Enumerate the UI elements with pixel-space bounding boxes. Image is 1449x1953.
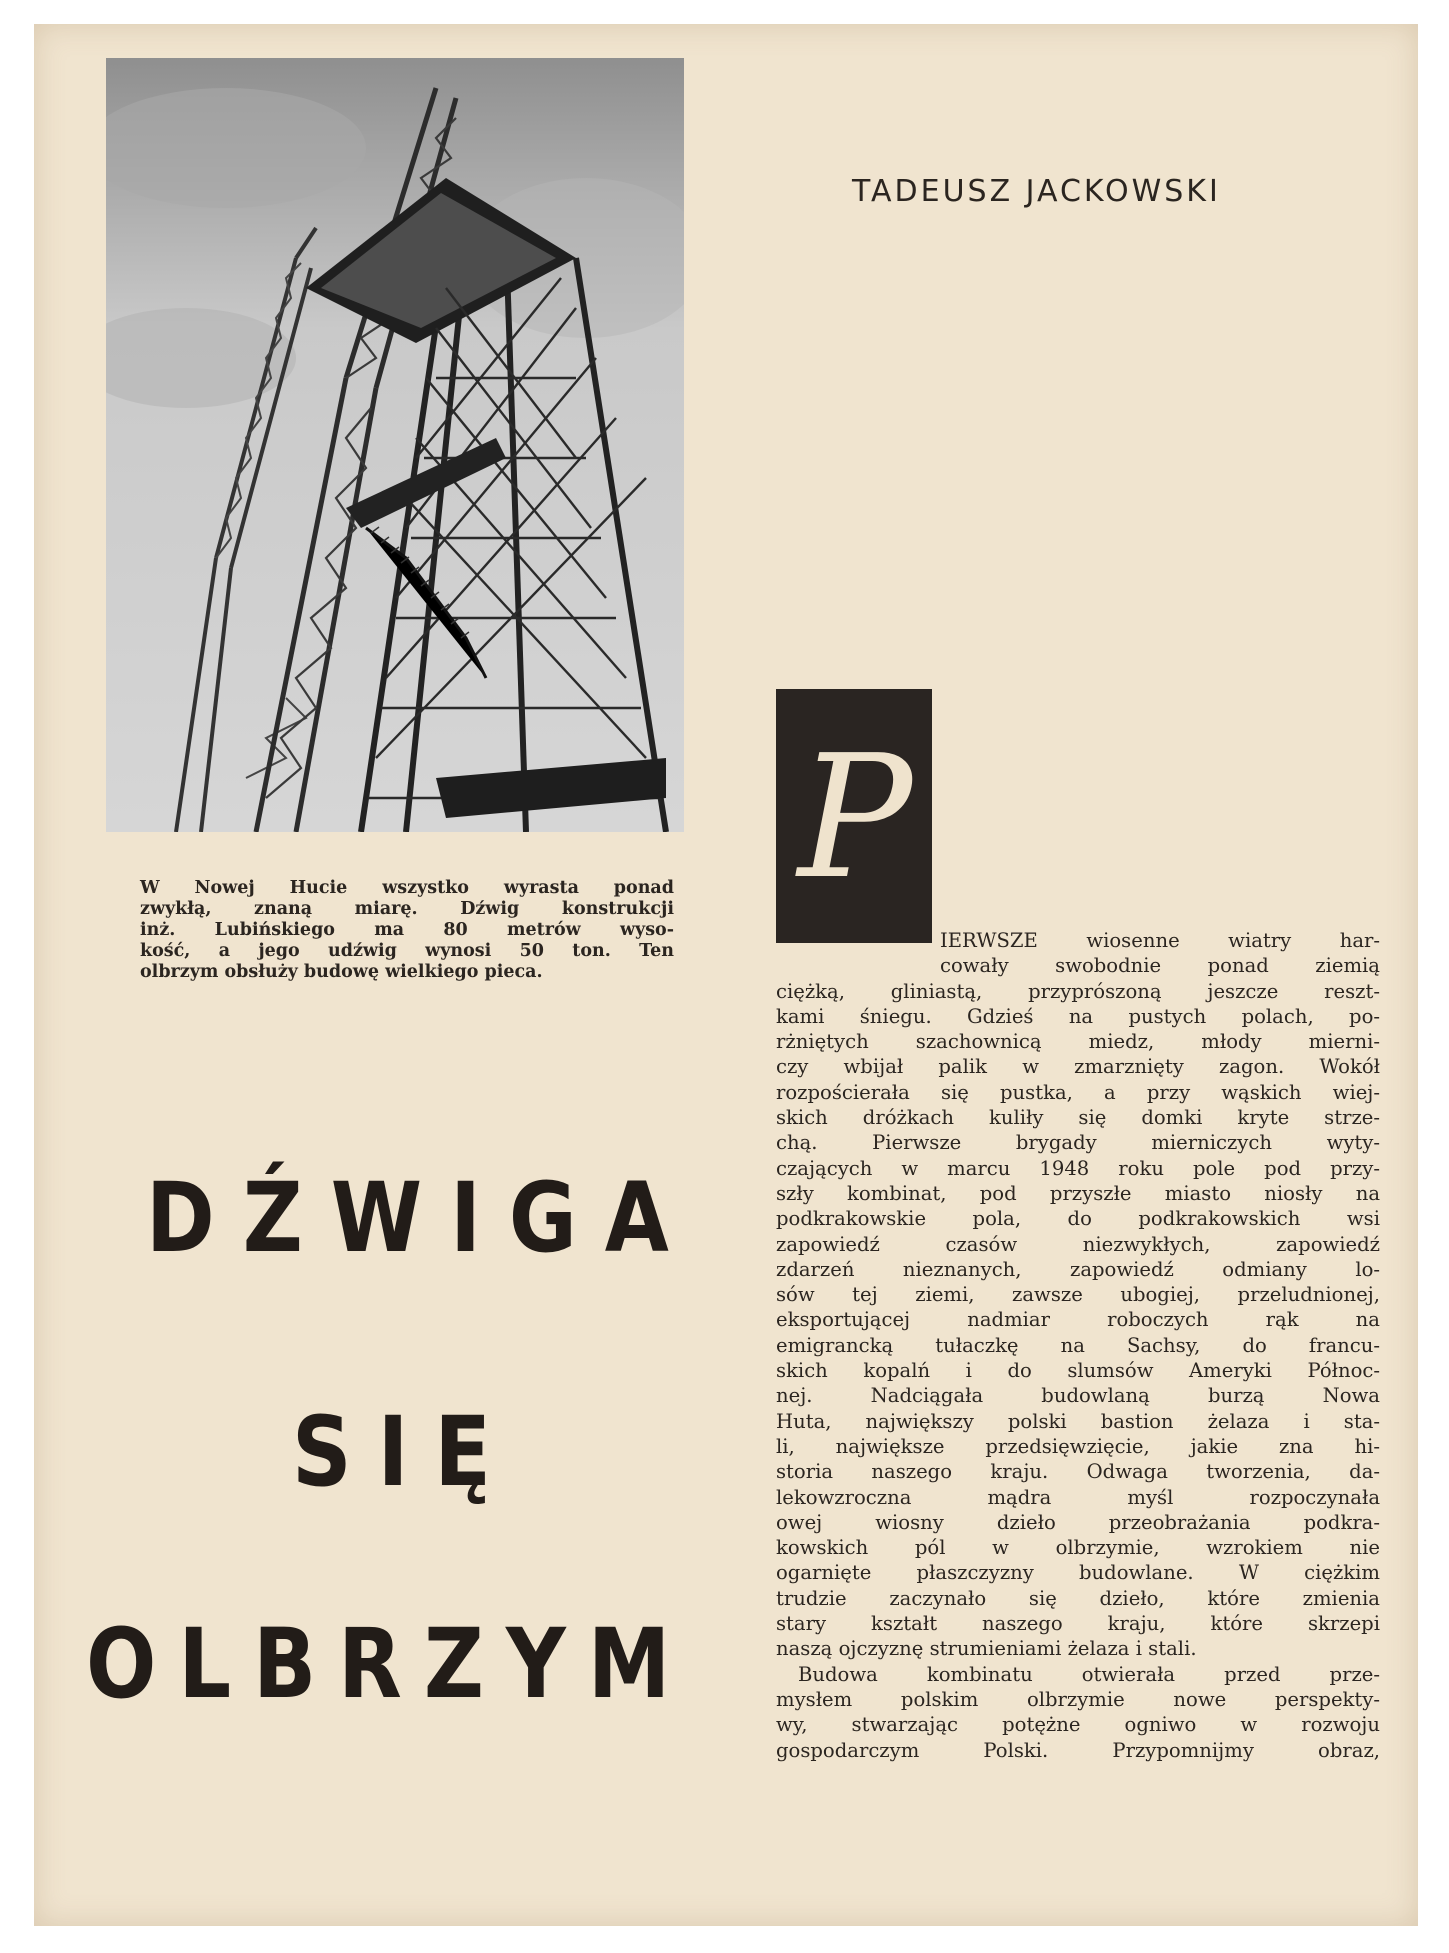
title-line-1: DŹWIGA	[146, 1161, 697, 1274]
article-body	[776, 928, 1380, 1763]
drop-cap-letter: P	[797, 719, 913, 917]
body-line: owej wiosny dzieło przeobrażania podkra-	[776, 1510, 1380, 1534]
body-line: Budowa kombinatu otwierała przed prze-	[798, 1662, 1380, 1686]
caption-line: W Nowej Hucie wszystko wyrasta ponad	[140, 878, 674, 898]
body-line: ciężką, gliniastą, przyprószoną jeszcze reszt-	[776, 979, 1380, 1003]
body-line: gospodarczym Polski. Przypomnijmy obraz,	[776, 1738, 1380, 1762]
crane-photo	[106, 58, 684, 832]
body-line: lekowzroczna mądra myśl rozpoczynała	[776, 1485, 1380, 1509]
caption-line: olbrzym obsłuży budowę wielkiego pieca.	[140, 962, 543, 982]
body-line: eksportującej nadmiar roboczych rąk na	[776, 1308, 1380, 1332]
body-line: chą. Pierwsze brygady mierniczych wyty-	[776, 1131, 1380, 1155]
body-line: Huta, największy polski bastion żelaza i sta-	[776, 1409, 1380, 1433]
body-line: ogarnięte płaszczyzny budowlane. W ciężkim	[776, 1561, 1380, 1585]
body-line: nej. Nadciągała budowlaną burzą Nowa	[776, 1384, 1380, 1408]
drop-cap	[776, 689, 932, 943]
caption-line: kość, a jego udźwig wynosi 50 ton. Ten	[140, 941, 674, 961]
body-line: czy wbijał palik w zmarznięty zagon. Wokół	[776, 1055, 1380, 1079]
body-line: stary kształt naszego kraju, które skrzepi	[776, 1612, 1380, 1636]
body-line: rżniętych szachownicą miedz, młody mierni-	[776, 1030, 1380, 1054]
body-line: cowały swobodnie ponad ziemią	[940, 954, 1380, 978]
magazine-page	[34, 24, 1418, 1926]
body-line: IERWSZE wiosenne wiatry har-	[940, 929, 1380, 952]
body-line: naszą ojczyznę strumieniami żelaza i stali.	[776, 1637, 1197, 1661]
caption-line: inż. Lubińskiego ma 80 metrów wyso-	[140, 920, 674, 940]
body-line: li, największe przedsięwzięcie, jakie zna hi-	[776, 1434, 1380, 1458]
crane-illustration	[106, 58, 684, 832]
body-line: sów tej ziemi, zawsze ubogiej, przeludnionej,	[776, 1283, 1380, 1307]
photo-caption	[140, 878, 674, 983]
body-line: emigrancką tułaczkę na Sachsy, do francu-	[776, 1333, 1380, 1357]
body-line: rozpościerała się pustka, a przy wąskich wiej-	[776, 1080, 1380, 1104]
body-line: podkrakowskie pola, do podkrakowskich wsi	[776, 1207, 1380, 1231]
title-line-3: OLBRZYM	[86, 1607, 693, 1720]
caption-line: zwykłą, znaną miarę. Dźwig konstrukcji	[140, 899, 674, 919]
body-line: skich dróżkach kuliły się domki kryte strze-	[776, 1106, 1380, 1130]
body-line: kowskich pól w olbrzymie, wzrokiem nie	[776, 1536, 1380, 1560]
body-line: kami śniegu. Gdzieś na pustych polach, po-	[776, 1004, 1380, 1028]
author-name: TADEUSZ JACKOWSKI	[852, 174, 1221, 209]
body-line: wy, stwarzając potężne ogniwo w rozwoju	[776, 1713, 1380, 1737]
body-line: mysłem polskim olbrzymie nowe perspekty-	[776, 1687, 1380, 1711]
body-line: storia naszego kraju. Odwaga tworzenia, da-	[776, 1460, 1380, 1484]
body-line: trudzie zaczynało się dzieło, które zmienia	[776, 1586, 1380, 1610]
body-line: zapowiedź czasów niezwykłych, zapowiedź	[776, 1232, 1380, 1256]
title-line-2: SIĘ	[292, 1395, 517, 1508]
body-line: skich kopalń i do slumsów Ameryki Północ-	[776, 1359, 1380, 1383]
body-line: szły kombinat, pod przyszłe miasto niosły na	[776, 1181, 1380, 1205]
body-line: zdarzeń nieznanych, zapowiedź odmiany lo-	[776, 1257, 1380, 1281]
body-line: czających w marcu 1948 roku pole pod przy-	[776, 1156, 1380, 1180]
